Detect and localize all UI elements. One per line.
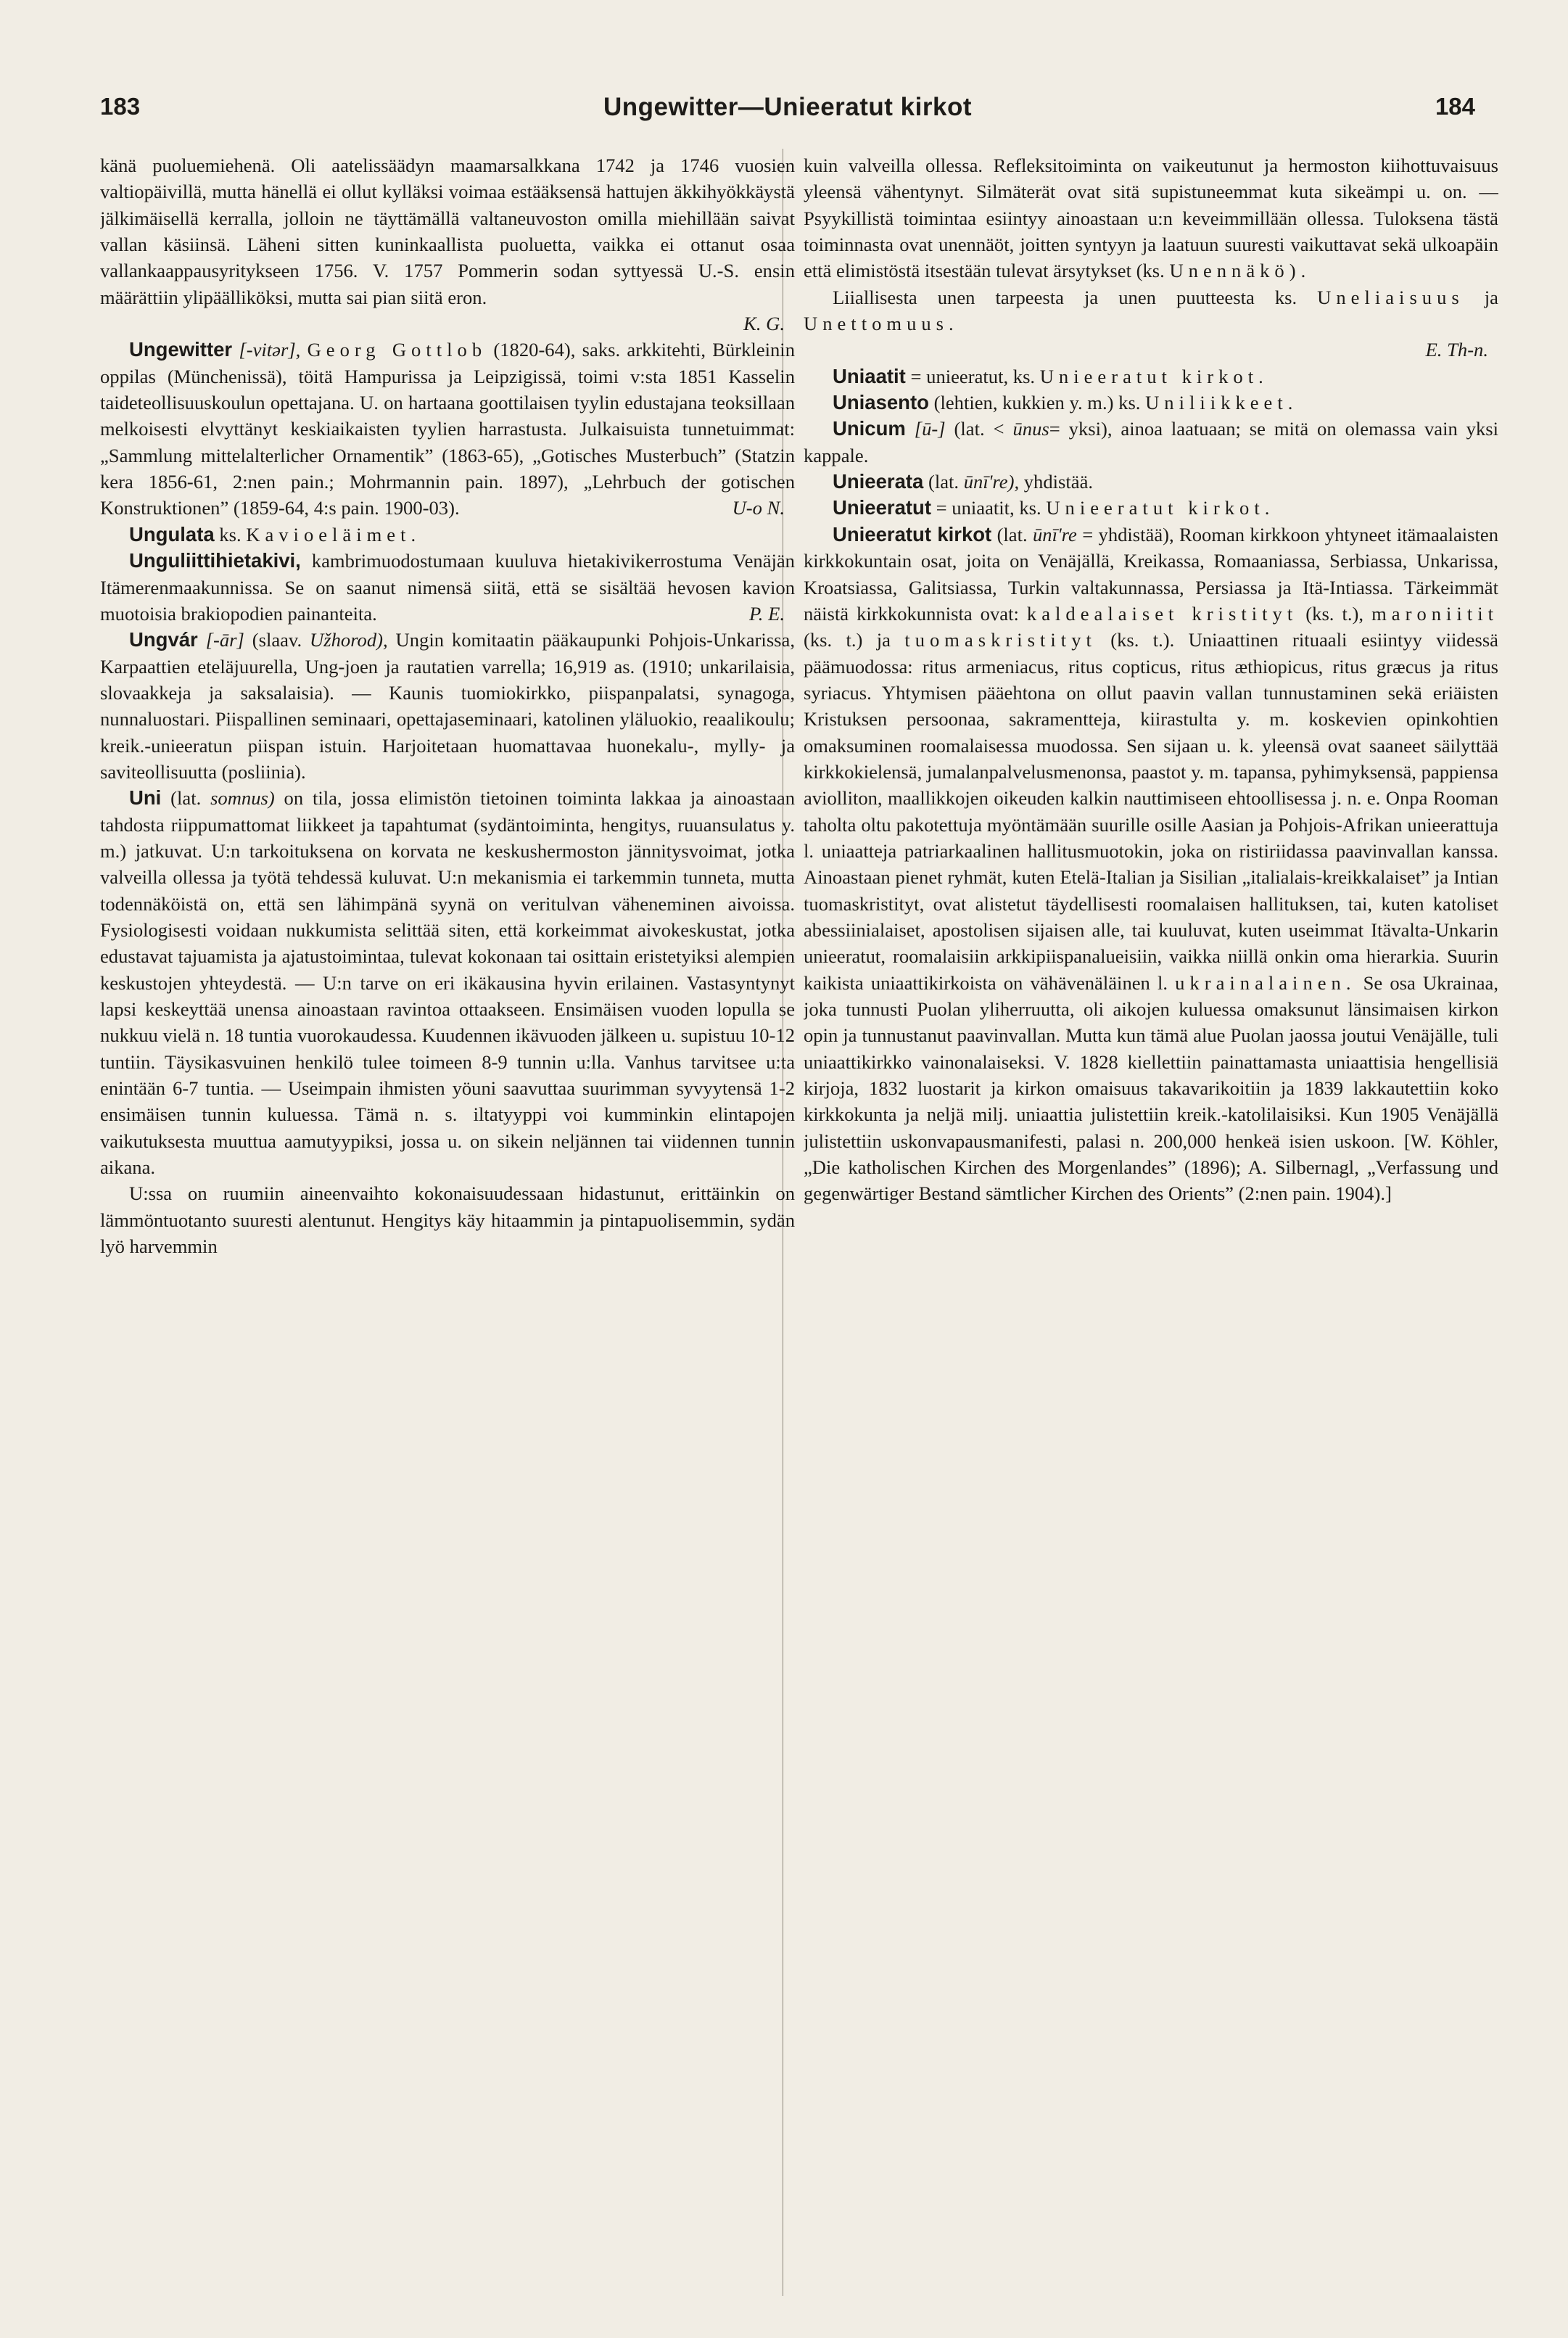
entry-unguliittihietakivi: Unguliittihietakivi, kambrimuodostumaan kuuluva hietakivikerrostuma Venäjän Itämerenmaakunnissa. Se on saanut nimensä siitä, että se sisältää hevosen kavion muotoisia brakiopodien painanteita. P. E. <box>100 548 795 627</box>
cross-reference: kaldealaiset kristityt <box>1026 602 1298 625</box>
entry-unieerata: Unieerata (lat. ūnī're), yhdistää. <box>833 470 1094 493</box>
author-signature: P. E. <box>748 602 785 625</box>
entry-unicum: Unicum [ū-] (lat. < ūnus= yksi), ainoa laatuaan; se mitä on olemassa vain yksi kappale. <box>804 417 1498 466</box>
entry-ungewitter: Ungewitter [-vitər], Georg Gottlob (1820-64), saks. arkkitehti, Bürkleinin oppilas (Münchenissä), töitä Hampurissa ja Leipzigissä, toimi v:sta 1851 Kasselin taideteollisuuskoulun opettajana. U. on hartaana goottilaisen tyylin edustajana teoksillaan melkoisesti elvyttänyt keskiaikaisten tyylien harrastusta. Julkaisuista tunnetuimmat: „Sammlung mittelalterlicher Ornamentik” (1863-65), „Gotisches Musterbuch” (Statzin kera 1856-61, 2:nen pain.; Mohrmannin pain. 1897), „Lehrbuch der gotischen Konstruktionen” (1859-64, 4:s pain. 1900-03). U-o N. <box>100 337 795 521</box>
headword: Ungvár <box>129 628 198 651</box>
entry-uni-paragraph: Liiallisesta unen tarpeesta ja unen puutteesta ks. Uneliaisuus ja Unettomuus. <box>804 286 1498 335</box>
cross-reference: Unieeratut kirkot. <box>1046 497 1275 519</box>
right-column <box>804 152 1498 2300</box>
headword: Unicum <box>833 417 906 440</box>
author-signature: U-o N. <box>732 497 785 519</box>
entry-ungulata: Ungulata ks. Kavioeläimet. <box>129 522 421 546</box>
cross-reference: Unennäkö). <box>1169 260 1311 282</box>
cross-reference: Unieeratut kirkot. <box>1039 365 1268 387</box>
author-signature: E. Th-n. <box>1425 339 1488 361</box>
left-page-number: 183 <box>100 93 141 120</box>
entry-unieeratut: Unieeratut = uniaatit, ks. Unieeratut kirkot. <box>833 496 1275 519</box>
headword: Unieerata <box>833 470 924 493</box>
right-page-number: 184 <box>1435 93 1475 120</box>
headword: Unieeratut kirkot <box>833 522 992 546</box>
entry-continuation: känä puoluemiehenä. Oli aatelissäädyn maamarsalkkana 1742 ja 1746 vuosien valtiopäivillä, mutta hänellä ei ollut kylläksi voimaa estääksensä hattujen äkkihyökkäystä jälkimäisellä kerralla, jolloin ne täyttämällä valtaneuvoston omilla miehillään saivat vallan käsiinsä. Läheni sitten kuninkaallista puoluetta, vaikka ei ottanut osaa vallankaappausyritykseen 1756. V. 1757 Pommerin sodan syttyessä U.-S. ensin määrättiin ylipäälliköksi, mutta sai pian siitä eron. <box>100 155 795 308</box>
cross-reference: Kavioeläimet. <box>246 523 421 546</box>
entry-ungvar: Ungvár [-ār] (slaav. Užhorod), Ungin komitaatin pääkaupunki Pohjois-Unkarissa, Karpaattien eteläjuurella, Ung-joen ja rautatien varrella; 16,919 as. (1910; unkarilaisia, slovaakkeja ja saksalaisia). — Kaunis tuomiokirkko, piispanpalatsi, synagoga, nunnaluostari. Piispallinen seminaari, opettajaseminaari, katolinen yläluokio, reaalikoulu; kreik.-unieeratun piispan istuin. Harjoitetaan huomattavaa huonekalu-, mylly- ja saviteollisuutta (posliinia). <box>100 628 795 783</box>
headword: Ungewitter <box>129 338 233 361</box>
left-column <box>100 152 795 2300</box>
cross-reference: Unettomuus. <box>804 313 959 335</box>
page-header <box>100 93 1475 136</box>
cross-reference: ukrainalainen. <box>1175 971 1356 994</box>
cross-reference: Uneliaisuus <box>1317 286 1464 308</box>
cross-reference: maroniitit <box>1371 602 1498 625</box>
cross-reference: tuomaskristityt <box>904 629 1097 651</box>
cross-reference: Uniliikkeet. <box>1145 392 1298 414</box>
running-title: Ungewitter—Unieeratut kirkot <box>603 93 972 121</box>
entry-unieeratut-kirkot: Unieeratut kirkot (lat. ūnī're = yhdistää), Rooman kirkkoon yhtyneet itämaalaisten kirkkokuntain osat, joita on Venäjällä, Kreikassa, Romaaniassa, Serbiassa, Unkarissa, Kroatsiassa, Galitsiassa, Turkin valtakunnassa, Persiassa ja Itä-Intiassa. Tärkeimmät näistä kirkkokunnista ovat: kaldealaiset kristityt (ks. t.), maroniitit (ks. t.) ja tuomaskristityt (ks. t.). Uniaattinen rituaali esiintyy viidessä päämuodossa: ritus armeniacus, ritus copticus, ritus æthiopicus, ritus græcus ja ritus syriacus. Yhtymisen pääehtona on ollut paavin vallan tunnustaminen sekä eriäisten Kristuksen persoonaa, sakramentteja, kiirastulta y. m. koskevien opinkohtien omaksuminen roomalaisessa muodossa. Sen sijaan u. k. yleensä ovat saaneet säilyttää kirkkokielensä, jumalanpalvelusmenonsa, paastot y. m. tapansa, pyhimyksensä, pappiensa aviolliton, maallikkojen oikeuden kalkin nauttimiseen ehtoollisessa j. n. e. Onpa Rooman taholta oltu pakotettuja myöntämään suurille osille Aasian ja Pohjois-Afrikan unieerattuja l. uniaatteja patriarkaalinen hallitusmuotokin, joka on ristiriidassa paavinvallan kanssa. Ainoastaan pienet ryhmät, kuten Etelä-Italian ja Sisilian „italialais-kreikkalaiset” ja Intian tuomaskristityt, ovat alistetut täydellisesti roomalaisen hallituksen, tai, kuten katoliset abessiinialaiset, apostolisen sijaisen alle, tai kuuluvat, kuten useimmat Itävalta-Unkarin unieeratut, roomalaisiin arkkipiispanalueisiin, vaikka niillä onkin oma hierarkia. Suurin kaikista uniaattikirkoista on vähävenäläinen l. ukrainalainen. Se osa Ukrainaa, joka tunnusti Puolan yliherruutta, oli aikojen kuluessa omaksunut länsimaisen kirkon opin ja tunnustanut paavinvallan. Mutta kun tämä alue Puolan jaossa joutui Venäjälle, tuli uniaattikirkko vainonalaiseksi. V. 1828 kiellettiin painattamasta uniaattisia hengellisiä kirjoja, 1832 luostarit ja kirkon omaisuus takavarikoitiin ja 1839 lakkautettiin koko kirkkokunta ja neljä milj. uniaattia julistettiin kreik.-katolilaisiksi. Kun 1905 Venäjällä julistettiin uskonvapausmanifesti, palasi n. 200,000 henkeä isien uskoon. [W. Köhler, „Die katholischen Kirchen des Morgenlandes” (1896); A. Silbernagl, „Verfassung und gegenwärtiger Bestand sämtlicher Kirchen des Orients” (2:nen pain. 1904).] <box>804 522 1498 1205</box>
entry-uni-paragraph: U:ssa on ruumiin aineenvaihto kokonaisuudessaan hidastunut, erittäinkin on lämmöntuotanto suuresti alentunut. Hengitys käy hitaammin ja pintapuolisemmin, sydän lyö harvemmin <box>100 1182 795 1258</box>
headword: Uniasento <box>833 391 929 414</box>
entry-uniaatit: Uniaatit = unieeratut, ks. Unieeratut kirkot. <box>833 364 1268 387</box>
headword: Ungulata <box>129 522 215 546</box>
headword: Uni <box>129 786 162 810</box>
headword: Uniaatit <box>833 364 906 387</box>
entry-uniasento: Uniasento (lehtien, kukkien y. m.) ks. Uniliikkeet. <box>833 391 1298 414</box>
author-signature: K. G. <box>743 313 785 335</box>
entry-uni-continuation: kuin valveilla ollessa. Refleksitoiminta on vaikeutunut ja hermoston kiihottuvaisuus yleensä vähentynyt. Silmäterät ovat sitä supistuneemmat kuta sikeämpi u. on. — Psyykillistä toimintaa esiintyy ainoastaan u:n keveimmillään ollessa. Tuloksena tästä toiminnasta ovat unennäöt, joitten syntyyn ja laatuun suuresti vaikuttavat sekä ulkoapäin että elimistöstä itsestään tulevat ärsytykset (ks. Unennäkö). <box>804 155 1498 282</box>
headword: Unguliittihietakivi, <box>129 549 301 572</box>
headword: Unieeratut <box>833 496 931 519</box>
entry-uni: Uni (lat. somnus) on tila, jossa elimistön tietoinen toiminta lakkaa ja ainoastaan tahdosta riippumattomat liikkeet ja tapahtumat (sydäntoiminta, hengitys, ruuansulatus y. m.) jatkuvat. U:n tarkoituksena on korvata ne keskushermoston jännitysvoimat, jotka valveilla ollessa ja työtä tehdessä kuluvat. U:n mekanismia ei tarkemmin tunneta, mutta todennäköistä on, että sen lähimpänä syynä on veritulvan väheneminen aivoissa. Fysiologisesti voidaan nukkumista selittää siten, että korkeimmat aivokeskustat, jotka edustavat tajuamista ja ajatustoimintaa, tulevat kokonaan tai osittain eristetyiksi alempien keskustojen yhteydestä. — U:n tarve on eri ikäkausina hyvin erilainen. Vastasyntynyt lapsi keskeyttää unensa ainoastaan ravintoa ottaakseen. Ensimäisen vuoden lopulla se nukkuu vielä n. 18 tuntia vuorokaudessa. Kuudennen ikävuoden jälkeen u. supistuu 10-12 tuntiin. Täysikasvuinen henkilö tulee toimeen 8-9 tunnin u:lla. Vanhus tarvitsee u:ta enintään 6-7 tuntia. — Useimpain ihmisten yöuni saavuttaa suurimman syvyytensä 1-2 ensimäisen tunnin kuluessa. Tämä n. s. iltatyyppi voi kumminkin elintapojen vaikutuksesta muuttua aamutyypiksi, jossa u. on sikein neljännen tai viidennen tunnin aikana. <box>100 786 795 1179</box>
